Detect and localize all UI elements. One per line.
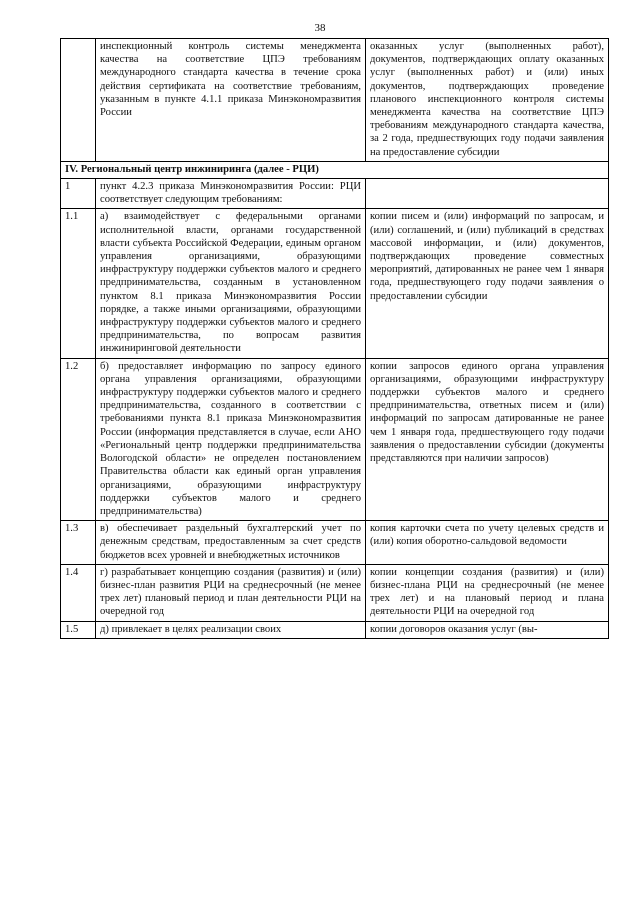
documents-cell: оказанных услуг (выполненных работ), документов, подтверждающих оплату оказанных услуг (выполненных работ) и (или) иных документов, подтверждающих проведение планового инспекционного контроля системы менеджмента качества на соответствие ЦПЭ требованиям международного стандарта качества, за 2 года, предшествующих году подачи заявления на предоставление субсидии: [366, 39, 609, 162]
table-row: [61, 564, 609, 621]
requirement-cell: б) предоставляет информацию по запросу единого органа управления организациями, образующими инфраструктуру поддержки субъектов малого и среднего предпринимательства, созданного в соответствии с требованиями пункта 8.1 приказа Минэкономразвития России (информация представляется в случае, если АНО «Региональный центр поддержки предпринимательства Вологодской области» не определен постановлением Правительства области как единый орган управления организациями, образующими инфраструктуру поддержки субъектов малого и среднего предпринимательства): [96, 358, 366, 520]
requirement-cell: а) взаимодействует с федеральными органами исполнительной власти, органами государственной власти субъекта Российской Федерации, единым органом управления организациями, образующими инфраструктуру поддержки субъектов малого и среднего предпринимательства, созданным в установленном пунктом 8.1 приказа Минэкономразвития России порядке, а также иными организациями, образующими инфраструктуру поддержки субъектов малого и среднего предпринимательства, по вопросам развития инжиниринговой деятельности: [96, 209, 366, 358]
row-number: 1.4: [61, 564, 96, 621]
requirement-cell: в) обеспечивает раздельный бухгалтерский учет по денежным средствам, предоставленным за счет средств бюджетов всех уровней и внебюджетных источников: [96, 521, 366, 565]
documents-cell: копии договоров оказания услуг (вы-: [366, 621, 609, 638]
requirement-cell: г) разрабатывает концепцию создания (развития) и (или) бизнес-план развития РЦИ на среднесрочный (не менее трех лет) плановый период и план деятельности РЦИ на очередной год: [96, 564, 366, 621]
row-number: 1.2: [61, 358, 96, 520]
requirement-cell: инспекционный контроль системы менеджмента качества на соответствие ЦПЭ требованиям международного стандарта качества в течение срока действия сертификата на соответствие требованиям, указанным в пункте 4.1.1 приказа Минэкономразвития России: [96, 39, 366, 162]
documents-cell: копия карточки счета по учету целевых средств и (или) копия оборотно-сальдовой ведомости: [366, 521, 609, 565]
requirements-table: [60, 38, 609, 639]
documents-cell: копии запросов единого органа управления организациями, образующими инфраструктуру поддержки субъектов малого и среднего предпринимательства, ответных писем и (или) информаций по запросам датированные не ранее чем 1 января года, предшествующего году подачи заявления о предоставлении субсидии (документы представляются при наличии запросов): [366, 358, 609, 520]
table-row: [61, 621, 609, 638]
table-row: [61, 179, 609, 209]
table-row: [61, 521, 609, 565]
section-title: IV. Региональный центр инжиниринга (далее - РЦИ): [61, 161, 609, 178]
documents-cell: копии концепции создания (развития) и (или) бизнес-плана РЦИ на среднесрочный (не менее трех лет) и на плановый период и плана деятельности РЦИ на очередной год: [366, 564, 609, 621]
documents-cell: копии писем и (или) информаций по запросам, и (или) соглашений, и (или) публикаций в средствах массовой информации, и (или) документов, подтверждающих проведение совместных мероприятий, датированных не ранее чем 1 января года, предшествующего году подачи заявления о предоставлении субсидии: [366, 209, 609, 358]
table-row: [61, 358, 609, 520]
row-number: 1.3: [61, 521, 96, 565]
documents-cell: [366, 179, 609, 209]
row-number: [61, 39, 96, 162]
row-number: 1: [61, 179, 96, 209]
page-number: 38: [314, 22, 326, 34]
row-number: 1.1: [61, 209, 96, 358]
row-number: 1.5: [61, 621, 96, 638]
requirement-cell: пункт 4.2.3 приказа Минэкономразвития России: РЦИ соответствует следующим требованиям:: [96, 179, 366, 209]
table-row-continuation: [61, 39, 609, 162]
section-header-row: [61, 161, 609, 178]
requirement-cell: д) привлекает в целях реализации своих: [96, 621, 366, 638]
table-row: [61, 209, 609, 358]
